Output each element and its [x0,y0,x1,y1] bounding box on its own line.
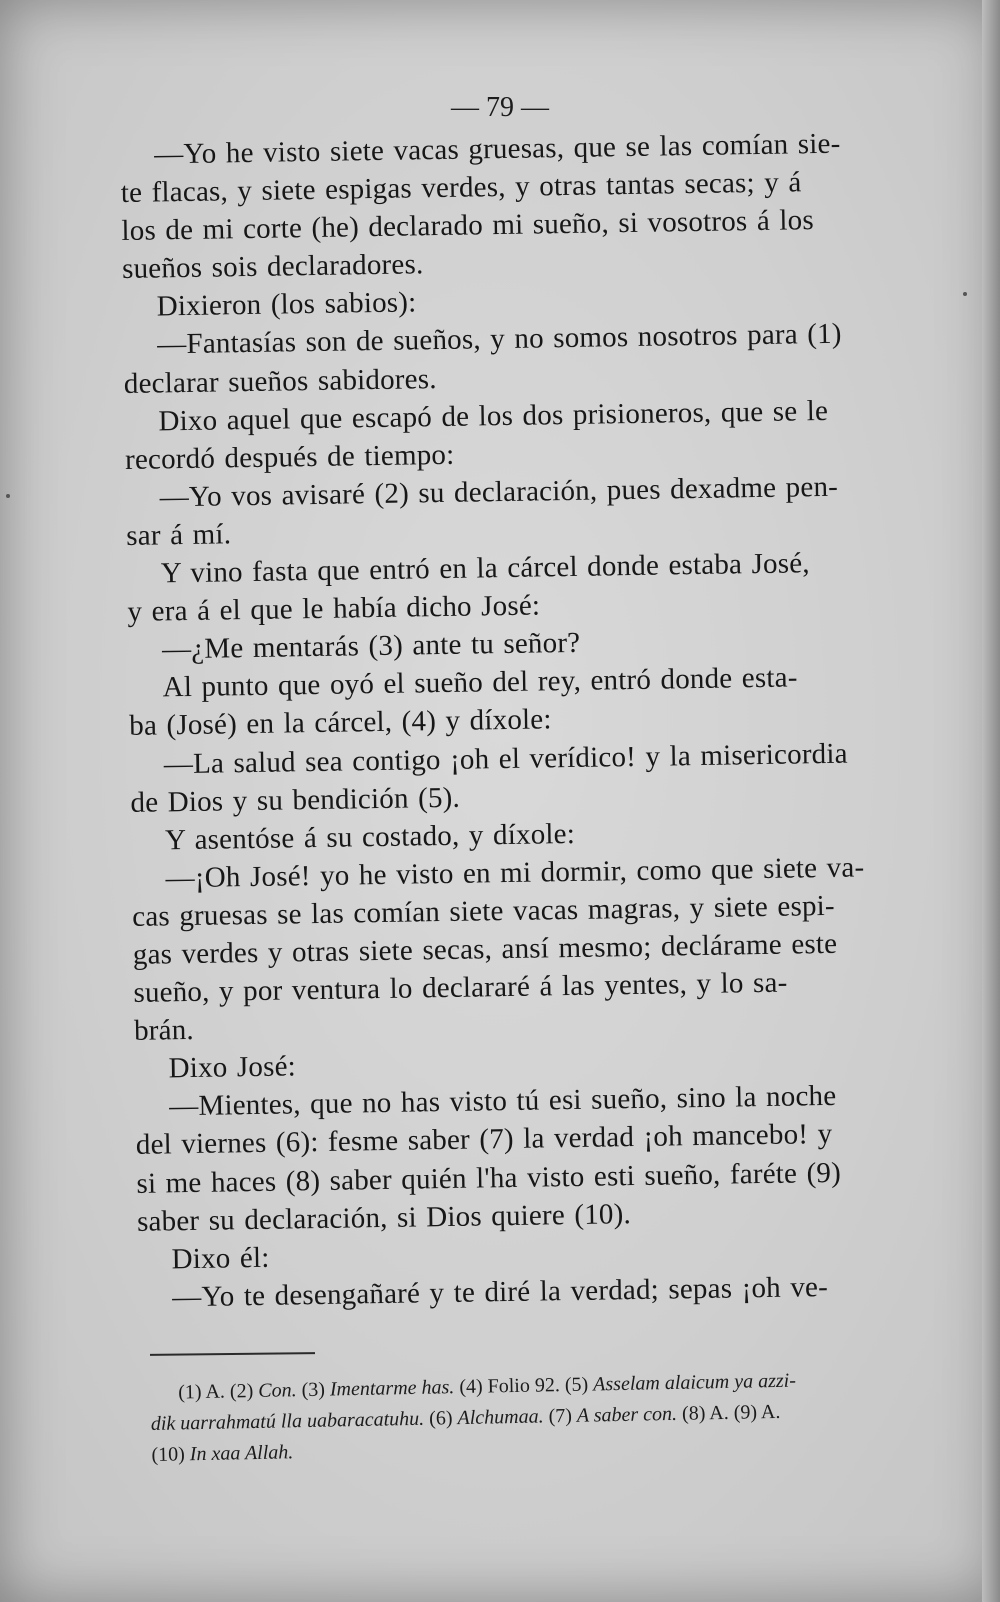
text-line: —La salud sea contigo ¡oh el verídico! y la misericordia [163,737,848,780]
paper-speck [963,292,967,296]
text-line: —¿Me mentarás (3) ante tu señor? [161,627,581,666]
footnote-text: (7) [543,1404,578,1428]
text-line: cas gruesas se las comían siete vacas magras, y siete espi- [132,889,836,933]
text-line: ba (José) en la cárcel, (4) y díxole: [129,703,552,743]
text-line: Dixo aquel que escapó de los dos prisioneros, que se le [158,394,829,438]
text-line: recordó después de tiempo: [124,438,455,476]
text-line: —Mientes, que no has visto tú esi sueño, sino la noche [169,1080,837,1123]
text-line: Al punto que oyó el sueño del rey, entró donde esta- [162,661,798,704]
text-line: gas verdes y otras siete secas, ansí mesmo; declárame este [132,927,838,971]
text-line: —¡Oh José! yo he visto en mi dormir, como que siete va- [165,851,865,895]
text-line: sar á mí. [126,518,232,552]
footnote-italic-text: Asselam alaicum ya azzi- [592,1369,797,1396]
page-edge-shadow [982,0,1000,1602]
text-line: saber su declaración, si Dios quiere (10). [136,1197,632,1238]
footnote-text: (8) A. (9) A. [676,1400,781,1425]
text-line: y era á el que le había dicho José: [127,589,541,629]
text-line: declarar sueños sabidores. [123,362,437,400]
text-line: si me haces (8) saber quién l'ha visto esti sueño, faréte (9) [136,1156,842,1200]
footnote-text: (3) [296,1378,331,1402]
text-line: Dixo José: [168,1050,297,1085]
footnote-text: (10) [151,1443,191,1466]
text-line: Y vino fasta que entró en la cárcel donde estaba José, [160,547,811,590]
footnote-italic-text: Imentarme has. [329,1376,455,1401]
text-line: te flacas, y siete espigas verdes, y otras tantas secas; y á [120,166,802,210]
footnote-italic-text: In xaa Allah. [189,1441,294,1466]
text-line: Dixo él: [171,1241,270,1276]
text-line: —Fantasías son de sueños, y no somos nosotros para (1) [157,318,842,361]
footnote-italic-text: A saber con. [576,1402,678,1427]
page-number: — 79 — [451,92,549,123]
footnote-text: (1) A. (2) [178,1379,259,1404]
body-text [120,124,928,1317]
footnote-text: (4) Folio 92. (5) [454,1373,594,1399]
text-line: brán. [133,1014,195,1048]
footnote-italic-text: Alchumaa. [457,1405,544,1430]
text-line: de Dios y su bendición (5). [130,781,461,819]
text-line: sueños sois declaradores. [121,248,424,286]
footnotes [150,1363,932,1471]
text-line: —Yo vos avisaré (2) su declaración, pues dexadme pen- [159,470,839,514]
footnote-text: (6) [423,1407,458,1430]
paper-speck [6,494,10,498]
footnote-rule [150,1352,315,1356]
text-line: —Yo he visto siete vacas gruesas, que se las comían sie- [154,127,841,171]
text-line: del viernes (6): fesme saber (7) la verdad ¡oh mancebo! y [135,1118,833,1162]
text-line: Y asentóse á su costado, y díxole: [164,817,576,857]
text-line: los de mi corte (he) declarado mi sueño, si vosotros á los [121,204,815,248]
text-line: —Yo te desengañaré y te diré la verdad; sepas ¡oh ve- [171,1270,829,1314]
text-line: sueño, y por ventura lo declararé á las yentes, y lo sa- [133,966,788,1009]
footnote-italic-text: Con. [258,1379,297,1402]
footnote-italic-text: dik uarrahmatú lla uabaracatuhu. [150,1407,425,1435]
text-line: Dixieron (los sabios): [156,286,417,323]
